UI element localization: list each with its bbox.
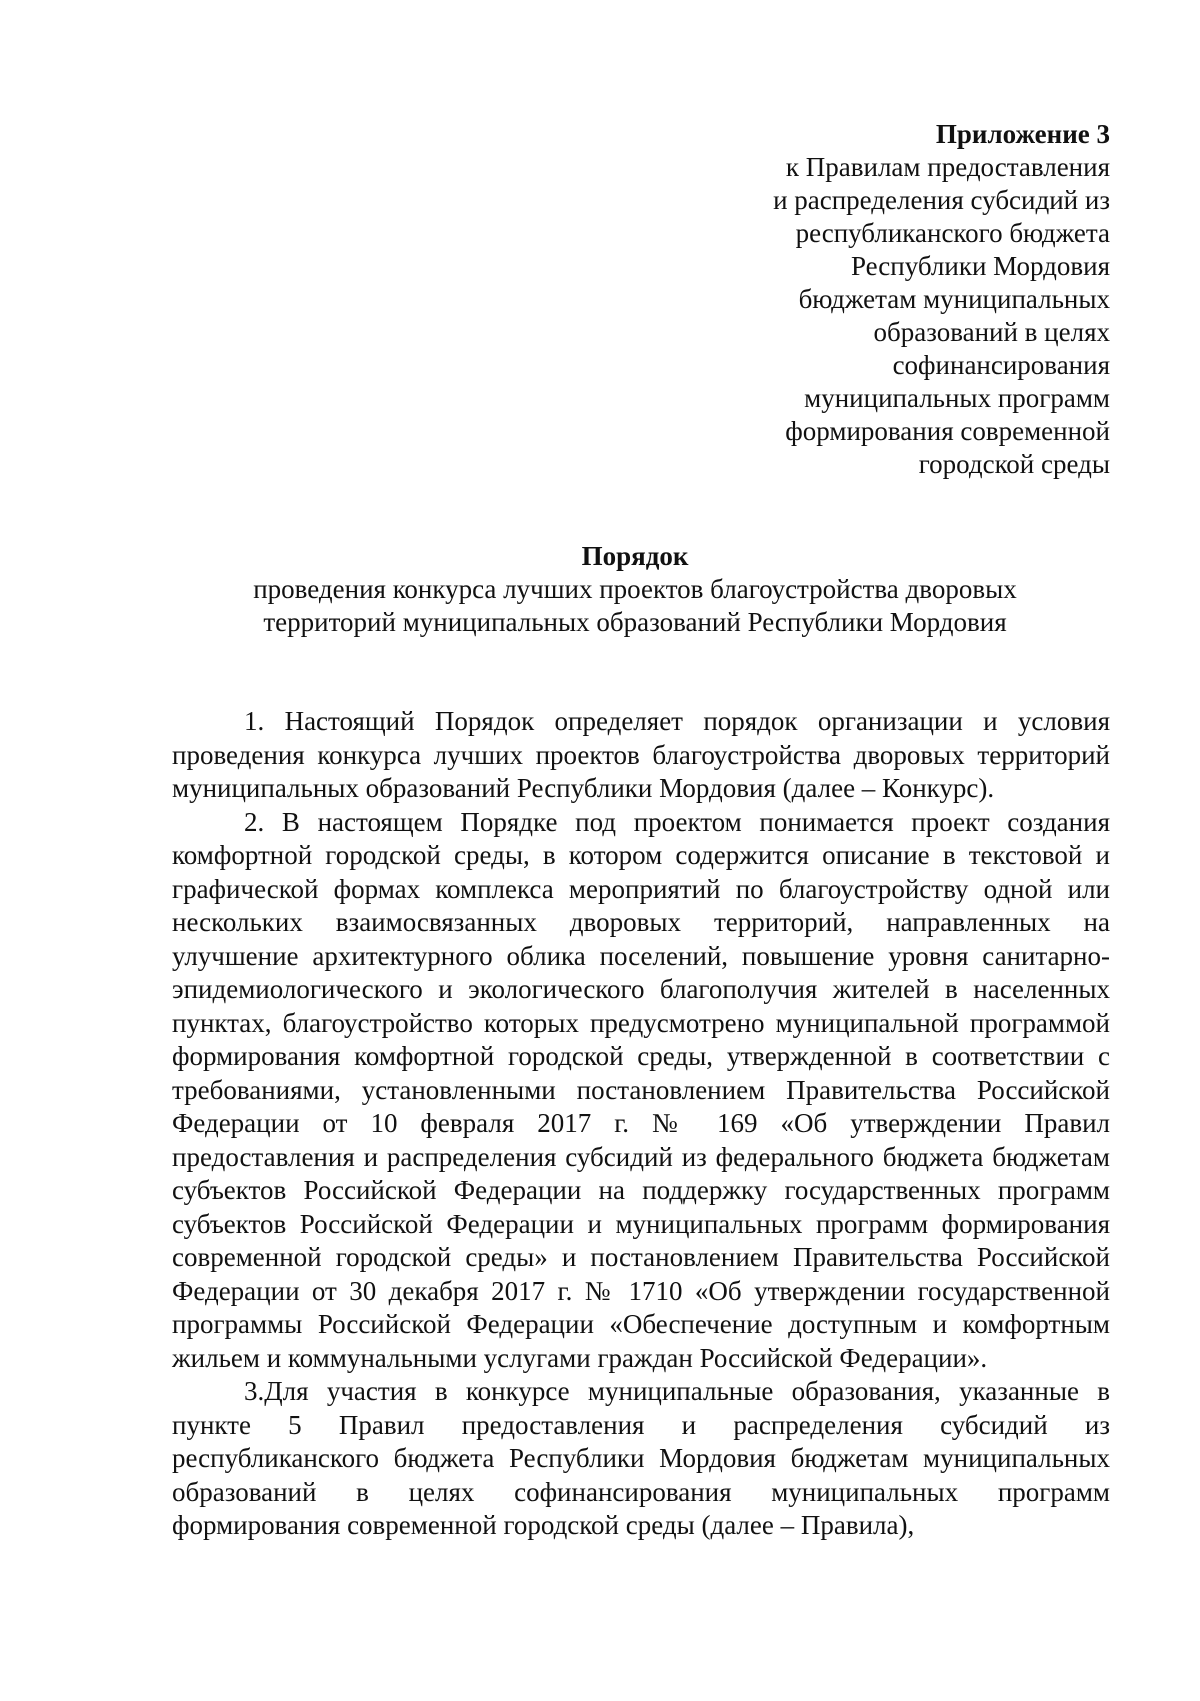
document-heading xyxy=(160,540,1110,639)
appendix-line: и распределения субсидий из xyxy=(773,185,1110,215)
heading-line: проведения конкурса лучших проектов благоустройства дворовых xyxy=(253,574,1017,604)
appendix-line: бюджетам муниципальных xyxy=(798,284,1110,314)
paragraph-2: 2. В настоящем Порядке под проектом понимается проект создания комфортной городской среды, в котором содержится описание в текстовой и графической формах комплекса мероприятий по благоустройству одной или нескольких взаимосвязанных дворовых территорий, направленных на улучшение архитектурного облика поселений, повышение уровня санитарно-эпидемиологического и экологического благополучия жителей в населенных пунктах, благоустройство которых предусмотрено муниципальной программой формирования комфортной городской среды, утвержденной в соответствии с требованиями, установленными постановлением Правительства Российской Федерации от 10 февраля 2017 г. № 169 «Об утверждении Правил предоставления и распределения субсидий из федерального бюджета бюджетам субъектов Российской Федерации на поддержку государственных программ субъектов Российской Федерации и муниципальных программ формирования современной городской среды» и постановлением Правительства Российской Федерации от 30 декабря 2017 г. № 1710 «Об утверждении государственной программы Российской Федерации «Обеспечение доступным и комфортным жильем и коммунальными услугами граждан Российской Федерации». xyxy=(172,806,1110,1373)
appendix-line: муниципальных программ xyxy=(804,383,1110,413)
paragraph-1: 1. Настоящий Порядок определяет порядок организации и условия проведения конкурса лучших проектов благоустройства дворовых территорий муниципальных образований Республики Мордовия (далее – Конкурс). xyxy=(172,706,1110,803)
appendix-line: городской среды xyxy=(918,449,1110,479)
appendix-title: Приложение 3 xyxy=(935,119,1110,149)
appendix-line: к Правилам предоставления xyxy=(785,152,1110,182)
appendix-line: софинансирования xyxy=(892,350,1110,380)
paragraph-3: 3.Для участия в конкурсе муниципальные образования, указанные в пункте 5 Правил предоставления и распределения субсидий из республиканского бюджета Республики Мордовия бюджетам муниципальных образований в целях софинансирования муниципальных программ формирования современной городской среды (далее – Правила), xyxy=(172,1376,1110,1540)
heading-title: Порядок xyxy=(581,541,689,571)
document-body xyxy=(172,705,1110,1543)
appendix-block xyxy=(590,118,1110,481)
appendix-line: республиканского бюджета xyxy=(795,218,1110,248)
appendix-line: формирования современной xyxy=(785,416,1110,446)
appendix-line: образований в целях xyxy=(873,317,1110,347)
appendix-line: Республики Мордовия xyxy=(850,251,1110,281)
heading-line: территорий муниципальных образований Республики Мордовия xyxy=(263,607,1007,637)
